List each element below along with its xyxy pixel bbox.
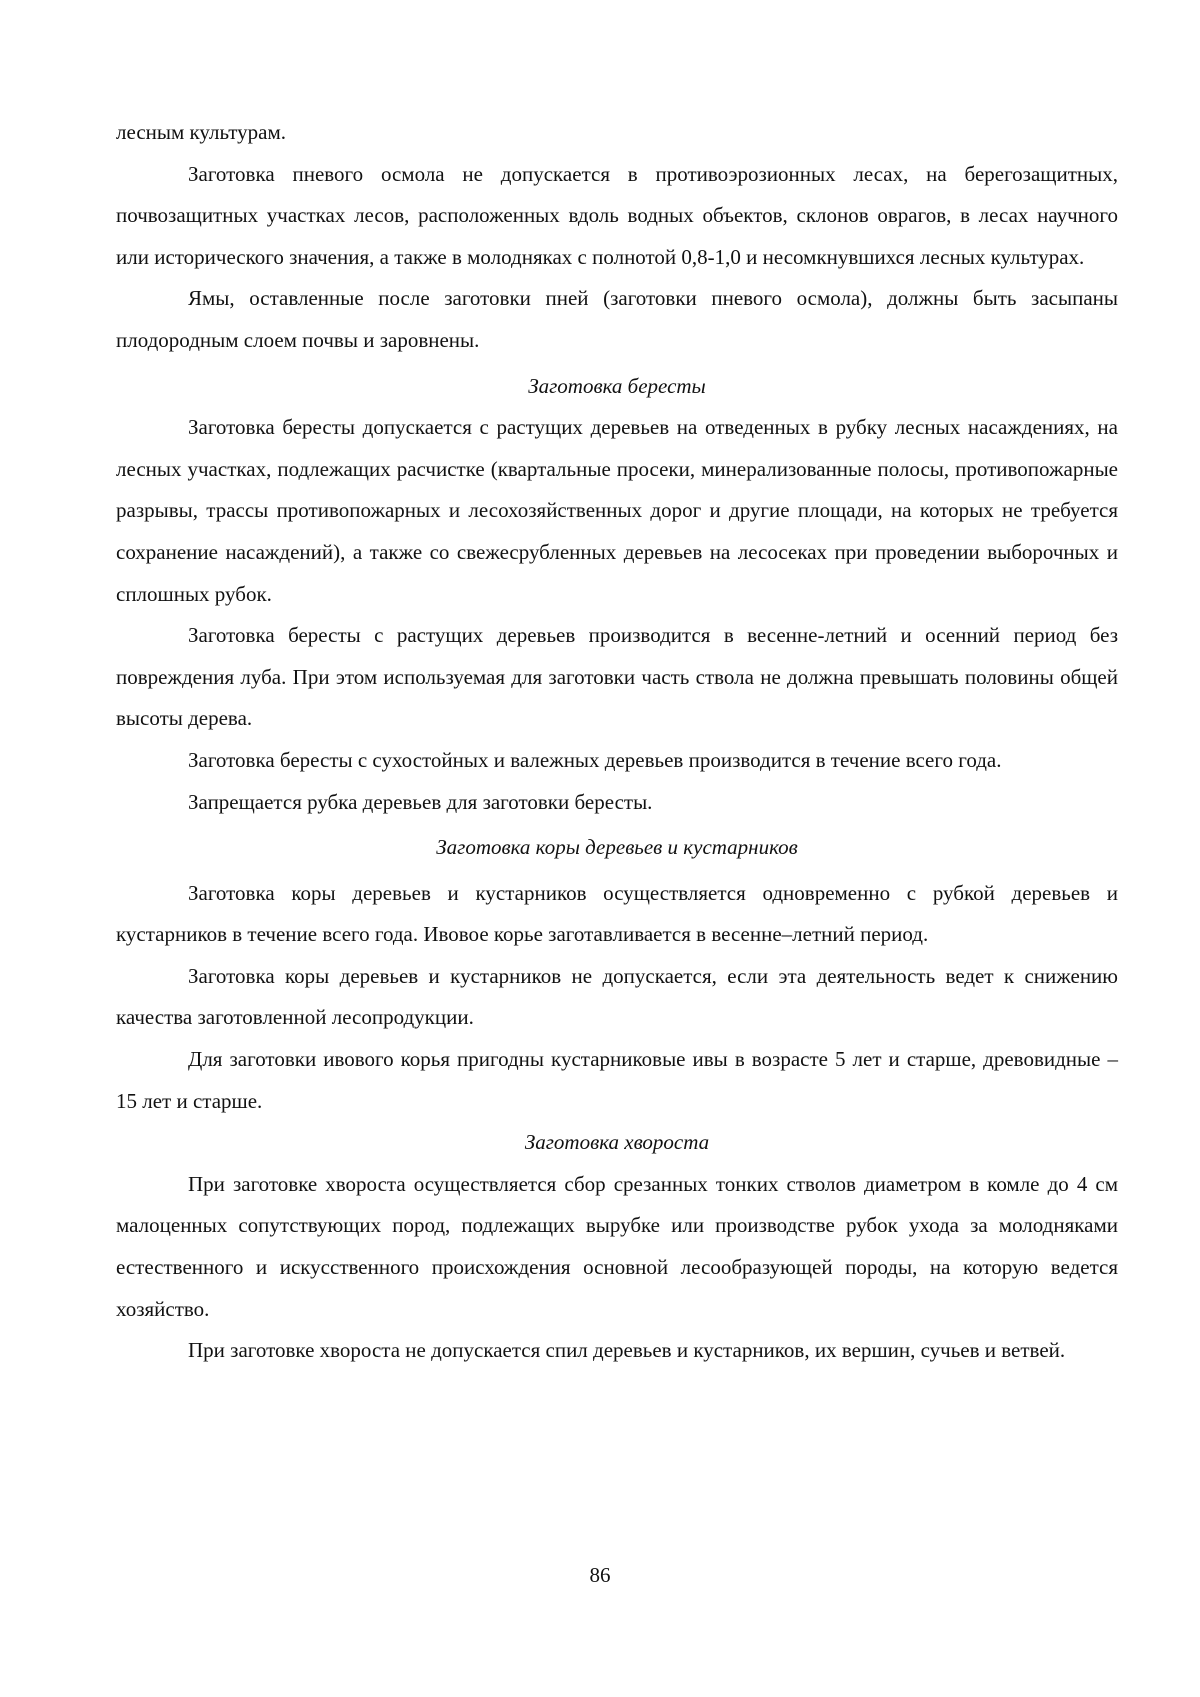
paragraph-tree-bark-restriction: Заготовка коры деревьев и кустарников не допускается, если эта деятельность ведет к снижению качества заготовленной лесопродукции. (116, 963, 1118, 1030)
heading-birch-bark: Заготовка бересты (528, 373, 706, 398)
heading-tree-bark: Заготовка коры деревьев и кустарников (436, 835, 798, 860)
body-text (116, 112, 1118, 1372)
paragraph-birch-bark-prohibited: Запрещается рубка деревьев для заготовки бересты. (188, 789, 653, 814)
paragraph-willow-bark: Для заготовки ивового корья пригодны кустарниковые ивы в возрасте 5 лет и старше, древовидные – 15 лет и старше. (116, 1047, 1118, 1113)
paragraph-pits: Ямы, оставленные после заготовки пней (заготовки пневого осмола), должны быть засыпаны плодородным слоем почвы и заровнены. (116, 286, 1118, 352)
paragraph-birch-bark-season: Заготовка бересты с растущих деревьев производится в весенне-летний и осенний период без повреждения луба. При этом используемая для заготовки часть ствола не должна превышать половины общей высоты дерева. (116, 623, 1118, 731)
paragraph-brushwood-collection: При заготовке хвороста осуществляется сбор срезанных тонких стволов диаметром в комле до 4 см малоценных сопутствующих пород, подлежащих вырубке или производстве рубок ухода за молодняками естественного и искусственного происхождения основной лесообразующей породы, на которую ведется хозяйство. (116, 1171, 1118, 1321)
paragraph-brushwood-restriction: При заготовке хвороста не допускается спил деревьев и кустарников, их вершин, сучьев и ветвей. (188, 1338, 1066, 1363)
paragraph-continuation: лесным культурам. (116, 120, 287, 144)
paragraph-birch-bark-deadwood: Заготовка бересты с сухостойных и валежных деревьев производится в течение всего года. (188, 747, 1002, 772)
page-number: 86 (589, 1563, 611, 1587)
paragraph-tree-bark-harvest: Заготовка коры деревьев и кустарников осуществляется одновременно с рубкой деревьев и кустарников в течение всего года. Ивовое корье заготавливается в весенне–летний период. (116, 880, 1118, 947)
paragraph-birch-bark-allowed: Заготовка бересты допускается с растущих деревьев на отведенных в рубку лесных насаждениях, на лесных участках, подлежащих расчистке (квартальные просеки, минерализованные полосы, противопожарные разрывы, трассы противопожарных и лесохозяйственных дорог и другие площади, на которых не требуется сохранение насаждений), а также со свежесрубленных деревьев на лесосеках при проведении выборочных и сплошных рубок. (116, 415, 1118, 606)
heading-brushwood: Заготовка хвороста (524, 1130, 710, 1155)
paragraph-stump-resin: Заготовка пневого осмола не допускается в противоэрозионных лесах, на берегозащитных, почвозащитных участках лесов, расположенных вдоль водных объектов, склонов оврагов, в лесах научного или исторического значения, а также в молодняках с полнотой 0,8-1,0 и несомкнувшихся лесных культурах. (116, 161, 1118, 269)
